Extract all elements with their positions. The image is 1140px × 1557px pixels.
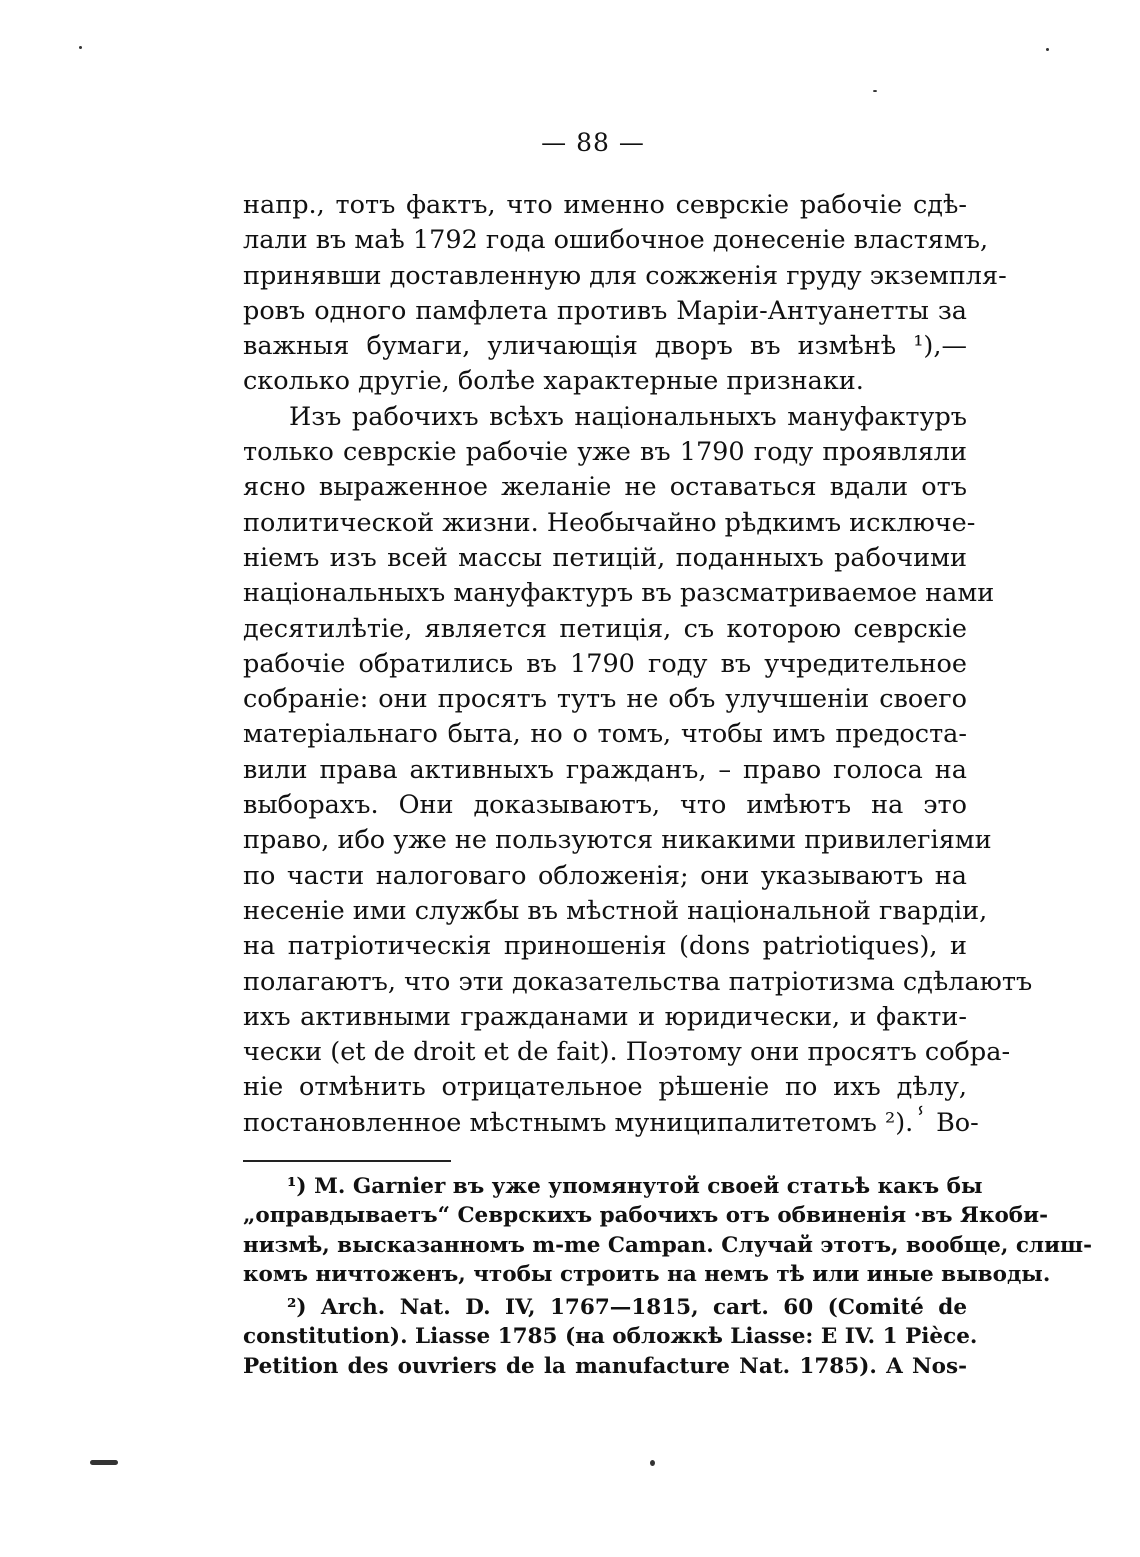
text-line: напр., тотъ фактъ, что именно севрскіе рабочіе сдѣ-: [243, 190, 967, 220]
paragraph-2: [243, 400, 1033, 1141]
text-line: полагаютъ, что эти доказательства патріотизма сдѣлаютъ: [243, 966, 1033, 997]
text-line: ніе отмѣнить отрицательное рѣшеніе по ихъ дѣлу,: [243, 1072, 967, 1103]
text-line: рабочіе обратились въ 1790 году въ учредительное: [243, 648, 967, 679]
footnote-line: ¹) M. Garnier въ уже упомянутой своей статьѣ какъ бы: [287, 1174, 983, 1199]
text-line: политической жизни. Необычайно рѣдкимъ исключе-: [243, 507, 976, 538]
text-line: выборахъ. Они доказываютъ, что имѣютъ на это: [243, 790, 967, 821]
text-line: собраніе: они просятъ тутъ не объ улучшеніи своего: [243, 684, 967, 715]
footnote-line: „оправдываетъ“ Севрскихъ рабочихъ отъ обвиненія ·въ Якоби-: [243, 1203, 1049, 1229]
text-line: принявши доставленную для сожженія груду экземпля-: [243, 260, 1007, 291]
scan-speck: [1046, 48, 1049, 51]
text-line: національныхъ мануфактуръ въ разсматриваемое нами: [243, 578, 995, 609]
footnote-2: [243, 1293, 978, 1381]
footnotes: [243, 1172, 1093, 1381]
scan-speck: [79, 46, 82, 49]
text-line: десятилѣтіе, является петиція, съ которою севрскіе: [243, 613, 967, 644]
text-line: ясно выраженное желаніе не оставаться вдали отъ: [243, 472, 967, 503]
text-line: чески (et de droit et de fait). Поэтому они просятъ собра-: [243, 1037, 1011, 1068]
text-line: по части налоговаго обложенія; они указываютъ на: [243, 860, 967, 891]
text-line: только севрскіе рабочіе уже въ 1790 году проявляли: [243, 437, 967, 468]
paragraph-1: [243, 188, 1007, 400]
footnote-line: ²) Arch. Nat. D. IV, 1767—1815, cart. 60 (Comité de: [287, 1295, 967, 1321]
body-text: [243, 188, 1033, 1141]
scan-speck: [873, 90, 877, 92]
text-line: право, ибо уже не пользуются никакими привилегіями: [243, 825, 992, 856]
text-line: вили права активныхъ гражданъ, – право голоса на: [243, 754, 967, 785]
footnote-rule: [243, 1160, 451, 1162]
footnote-line: комъ ничтоженъ, чтобы строить на немъ тѣ или иные выводы.: [243, 1261, 1051, 1287]
text-line: лали въ маѣ 1792 года ошибочное донесеніе властямъ,: [243, 225, 989, 256]
scan-speck: [90, 1460, 118, 1465]
scan-speck: [650, 1460, 655, 1466]
text-line: матеріальнаго быта, но о томъ, чтобы имъ предоста-: [243, 719, 967, 750]
text-line: на патріотическія приношенія (dons patriotiques), и: [243, 931, 967, 962]
footnote-line: constitution). Liasse 1785 (на обложкѣ Liasse: E IV. 1 Pièce.: [243, 1324, 978, 1350]
footnote-1: [243, 1172, 1093, 1289]
footnote-line: Petition des ouvriers de la manufacture Nat. 1785). A Nos-: [243, 1353, 967, 1379]
text-line: ніемъ изъ всей массы петицій, поданныхъ рабочими: [243, 542, 967, 573]
text-line: постановленное мѣстнымъ муниципалитетомъ ²).ⸯ Во-: [243, 1107, 979, 1138]
text-line: сколько другіе, болѣе характерные признаки.: [243, 366, 864, 397]
footnote-line: низмѣ, высказанномъ m-me Campan. Случай этотъ, вообще, слиш-: [243, 1232, 1093, 1258]
text-line: ровъ одного памфлета противъ Маріи-Антуанетты за: [243, 295, 967, 326]
text-line: ихъ активными гражданами и юридически, и факти-: [243, 1001, 967, 1032]
page-number: — 88 —: [541, 128, 645, 157]
text-line: важныя бумаги, уличающія дворъ въ измѣнѣ ¹),—: [243, 331, 967, 362]
text-line: несеніе ими службы въ мѣстной національной гвардіи,: [243, 895, 988, 926]
text-line: Изъ рабочихъ всѣхъ національныхъ мануфактуръ: [289, 401, 967, 432]
